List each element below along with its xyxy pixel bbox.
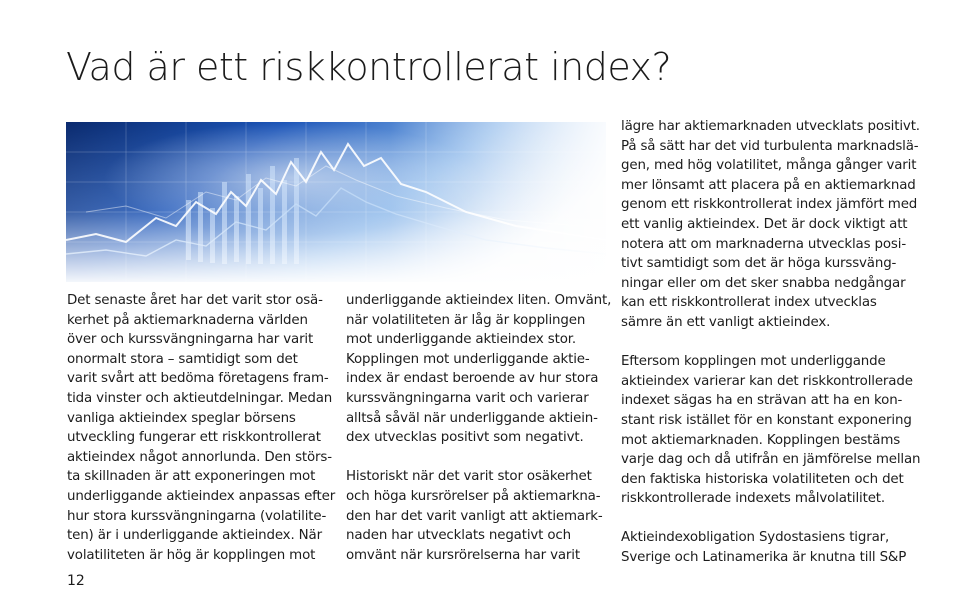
text-line: mer lönsamt att placera på en aktiemarknad	[621, 177, 916, 193]
text-line: Kopplingen mot underliggande aktie-	[346, 351, 590, 367]
text-line: På så sätt har det vid turbulenta marknadslä-	[621, 138, 919, 154]
text-line: Sverige och Latinamerika är knutna till S&P	[621, 550, 907, 566]
text-line: index är endast beroende av hur stora	[346, 371, 599, 387]
text-line: omvänt när kursrörelserna har varit	[346, 547, 580, 563]
text-line: onormalt stora – samtidigt som det	[67, 351, 298, 367]
text-line: när volatiliteten är låg är kopplingen	[346, 312, 586, 328]
text-line: sämre än ett vanligt aktieindex.	[621, 314, 831, 330]
paragraph	[621, 528, 911, 567]
page-title: Vad är ett riskkontrollerat index?	[66, 45, 672, 90]
text-line: Eftersom kopplingen mot underliggande	[621, 354, 886, 370]
text-line: underliggande aktieindex anpassas efter	[67, 488, 336, 504]
text-line: utveckling fungerar ett riskkontrollerat	[67, 430, 321, 446]
text-line: Aktieindexobligation Sydostasiens tigrar,	[621, 530, 890, 546]
text-line: ett vanlig aktieindex. Det är dock viktigt att	[621, 216, 908, 232]
text-line: underliggande aktieindex liten. Omvänt,	[346, 293, 612, 308]
text-line: stant risk istället för en konstant exponering	[621, 412, 912, 428]
text-line: ten) är i underliggande aktieindex. När	[67, 528, 322, 544]
text-column-2	[346, 291, 612, 565]
text-line: kurssvängningarna varit och varierar	[346, 390, 589, 406]
text-line: Det senaste året har det varit stor osä-	[67, 293, 323, 308]
text-line: vanliga aktieindex speglar börsens	[67, 410, 296, 426]
text-line: mot aktiemarknaden. Kopplingen bestäms	[621, 432, 901, 448]
text-line: indexet sägas ha en strävan att ha en kon-	[621, 393, 903, 409]
paragraph	[621, 352, 921, 509]
text-line: varit svårt att bedöma företagens fram-	[67, 371, 329, 387]
text-line: mot underliggande aktieindex stor.	[346, 332, 577, 348]
page-number: 12	[67, 573, 85, 589]
text-line: Historiskt när det varit stor osäkerhet	[346, 469, 592, 485]
paragraph	[621, 117, 920, 333]
paragraph	[346, 291, 612, 448]
text-line: varje dag och då utifrån en jämförelse mellan	[621, 452, 921, 468]
text-line: ta skillnaden är att exponeringen mot	[67, 469, 316, 485]
paragraph	[346, 467, 604, 565]
text-column-1	[67, 291, 336, 565]
stock-chart-illustration	[66, 122, 606, 282]
text-line: notera att om marknaderna utvecklas posi-	[621, 236, 906, 252]
text-line: lägre har aktiemarknaden utvecklats positivt.	[621, 119, 920, 134]
text-line: och höga kursrörelser på aktiemarkna-	[346, 488, 601, 504]
text-line: den har det varit vanligt att aktiemark-	[346, 508, 603, 524]
text-line: kan ett riskkontrollerat index utvecklas	[621, 295, 877, 311]
text-line: aktieindex något annorlunda. Den störs-	[67, 449, 332, 465]
text-line: aktieindex varierar kan det riskkontrollerade	[621, 373, 913, 389]
text-line: genom ett riskkontrollerat index jämfört med	[621, 197, 918, 213]
text-line: naden har utvecklats negativt och	[346, 528, 571, 544]
text-line: dex utvecklas positivt som negativt.	[346, 430, 584, 446]
hero-image	[66, 122, 606, 282]
paragraph	[67, 291, 336, 565]
text-line: gen, med hög volatilitet, många gånger varit	[621, 158, 917, 174]
text-line: volatiliteten är hög är kopplingen mot	[67, 547, 316, 563]
text-line: ningar eller om det sker snabba nedgångar	[621, 275, 906, 291]
text-line: tivt samtidigt som det är höga kurssväng-	[621, 256, 897, 272]
text-line: den faktiska historiska volatiliteten och det	[621, 471, 904, 487]
text-column-3	[621, 117, 921, 568]
text-line: över och kurssvängningarna har varit	[67, 332, 314, 348]
text-line: tida vinster och aktieutdelningar. Medan	[67, 390, 333, 406]
text-line: riskkontrollerade indexets målvolatilitet.	[621, 491, 886, 507]
text-line: hur stora kurssvängningarna (volatilite-	[67, 508, 327, 524]
text-line: kerhet på aktiemarknaderna världen	[67, 312, 308, 328]
text-line: alltså såväl när underliggande aktiein-	[346, 410, 598, 426]
